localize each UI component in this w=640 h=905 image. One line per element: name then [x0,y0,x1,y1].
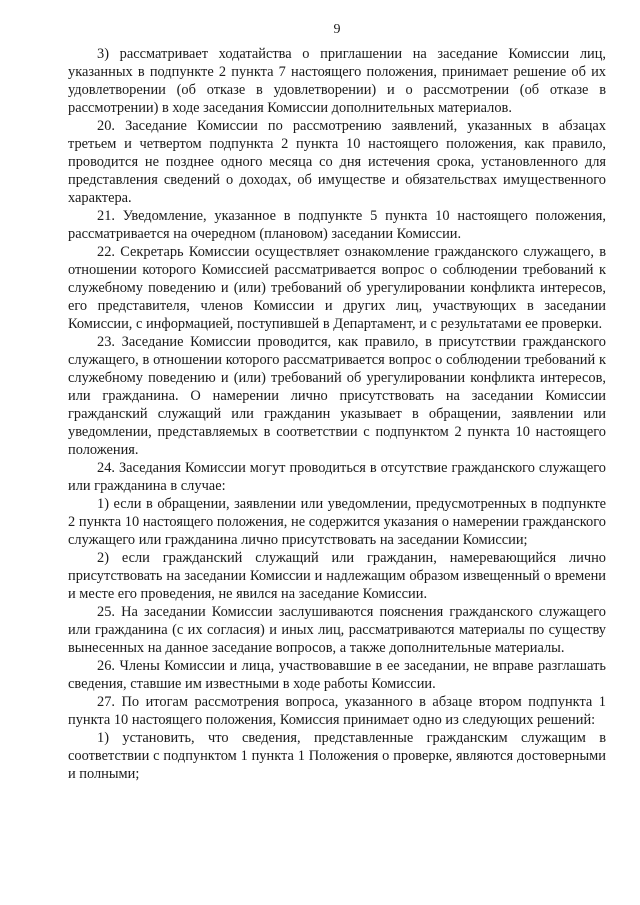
paragraph-24-2: 2) если гражданский служащий или гражданин, намеревающийся лично присутствовать на заседании Комиссии и надлежащим образом извещенный о времени и месте его проведения, не явился на заседание Комиссии. [68,550,606,602]
paragraph-20: 20. Заседание Комиссии по рассмотрению заявлений, указанных в абзацах третьем и четвертом подпункта 2 пункта 10 настоящего положения, как правило, проводится не позднее одного месяца со дня истечения срока, установленного для представления сведений о доходах, об имуществе и обязательствах имущественного характера. [68,118,606,206]
paragraph-23: 23. Заседание Комиссии проводится, как правило, в присутствии гражданского служащего, в отношении которого рассматривается вопрос о соблюдении требований к служебному поведению и (или) требований об урегулировании конфликта интересов, или гражданина. О намерении лично присутствовать на заседании Комиссии гражданский служащий или гражданин указывает в обращении, заявлении или уведомлении, представляемых в соответствии с подпунктом 2 пункта 10 настоящего положения. [68,334,606,458]
paragraph-25: 25. На заседании Комиссии заслушиваются пояснения гражданского служащего или гражданина (с их согласия) и иных лиц, рассматриваются материалы по существу вынесенных на данное заседание вопросов, а также дополнительные материалы. [68,604,606,656]
paragraph-24: 24. Заседания Комиссии могут проводиться в отсутствие гражданского служащего или гражданина в случае: [68,460,606,494]
page-number: 9 [333,22,341,37]
paragraph-27-1: 1) установить, что сведения, представленные гражданским служащим в соответствии с подпунктом 1 пункта 1 Положения о проверке, являются достоверными и полными; [68,730,606,782]
paragraph-19-3: 3) рассматривает ходатайства о приглашении на заседание Комиссии лиц, указанных в подпункте 2 пункта 7 настоящего положения, принимает решение об их удовлетворении (об отказе в удовлетворении) и о рассмотрении (об отказе в рассмотрении) в ходе заседания Комиссии дополнительных материалов. [68,46,606,116]
paragraph-24-1: 1) если в обращении, заявлении или уведомлении, предусмотренных в подпункте 2 пункта 10 настоящего положения, не содержится указания о намерении гражданского служащего или гражданина лично присутствовать на заседании Комиссии; [68,496,606,548]
paragraph-27: 27. По итогам рассмотрения вопроса, указанного в абзаце втором подпункта 1 пункта 10 настоящего положения, Комиссия принимает одно из следующих решений: [68,694,606,728]
paragraph-26: 26. Члены Комиссии и лица, участвовавшие в ее заседании, не вправе разглашать сведения, ставшие им известными в ходе работы Комиссии. [68,658,606,692]
paragraph-22: 22. Секретарь Комиссии осуществляет ознакомление гражданского служащего, в отношении которого Комиссией рассматривается вопрос о соблюдении требований к служебному поведению и (или) требований об урегулировании конфликта интересов, его представителя, членов Комиссии и других лиц, участвующих в заседании Комиссии, с информацией, поступившей в Департамент, и с результатами ее проверки. [68,244,606,332]
paragraph-21: 21. Уведомление, указанное в подпункте 5 пункта 10 настоящего положения, рассматривается на очередном (плановом) заседании Комиссии. [68,208,606,242]
